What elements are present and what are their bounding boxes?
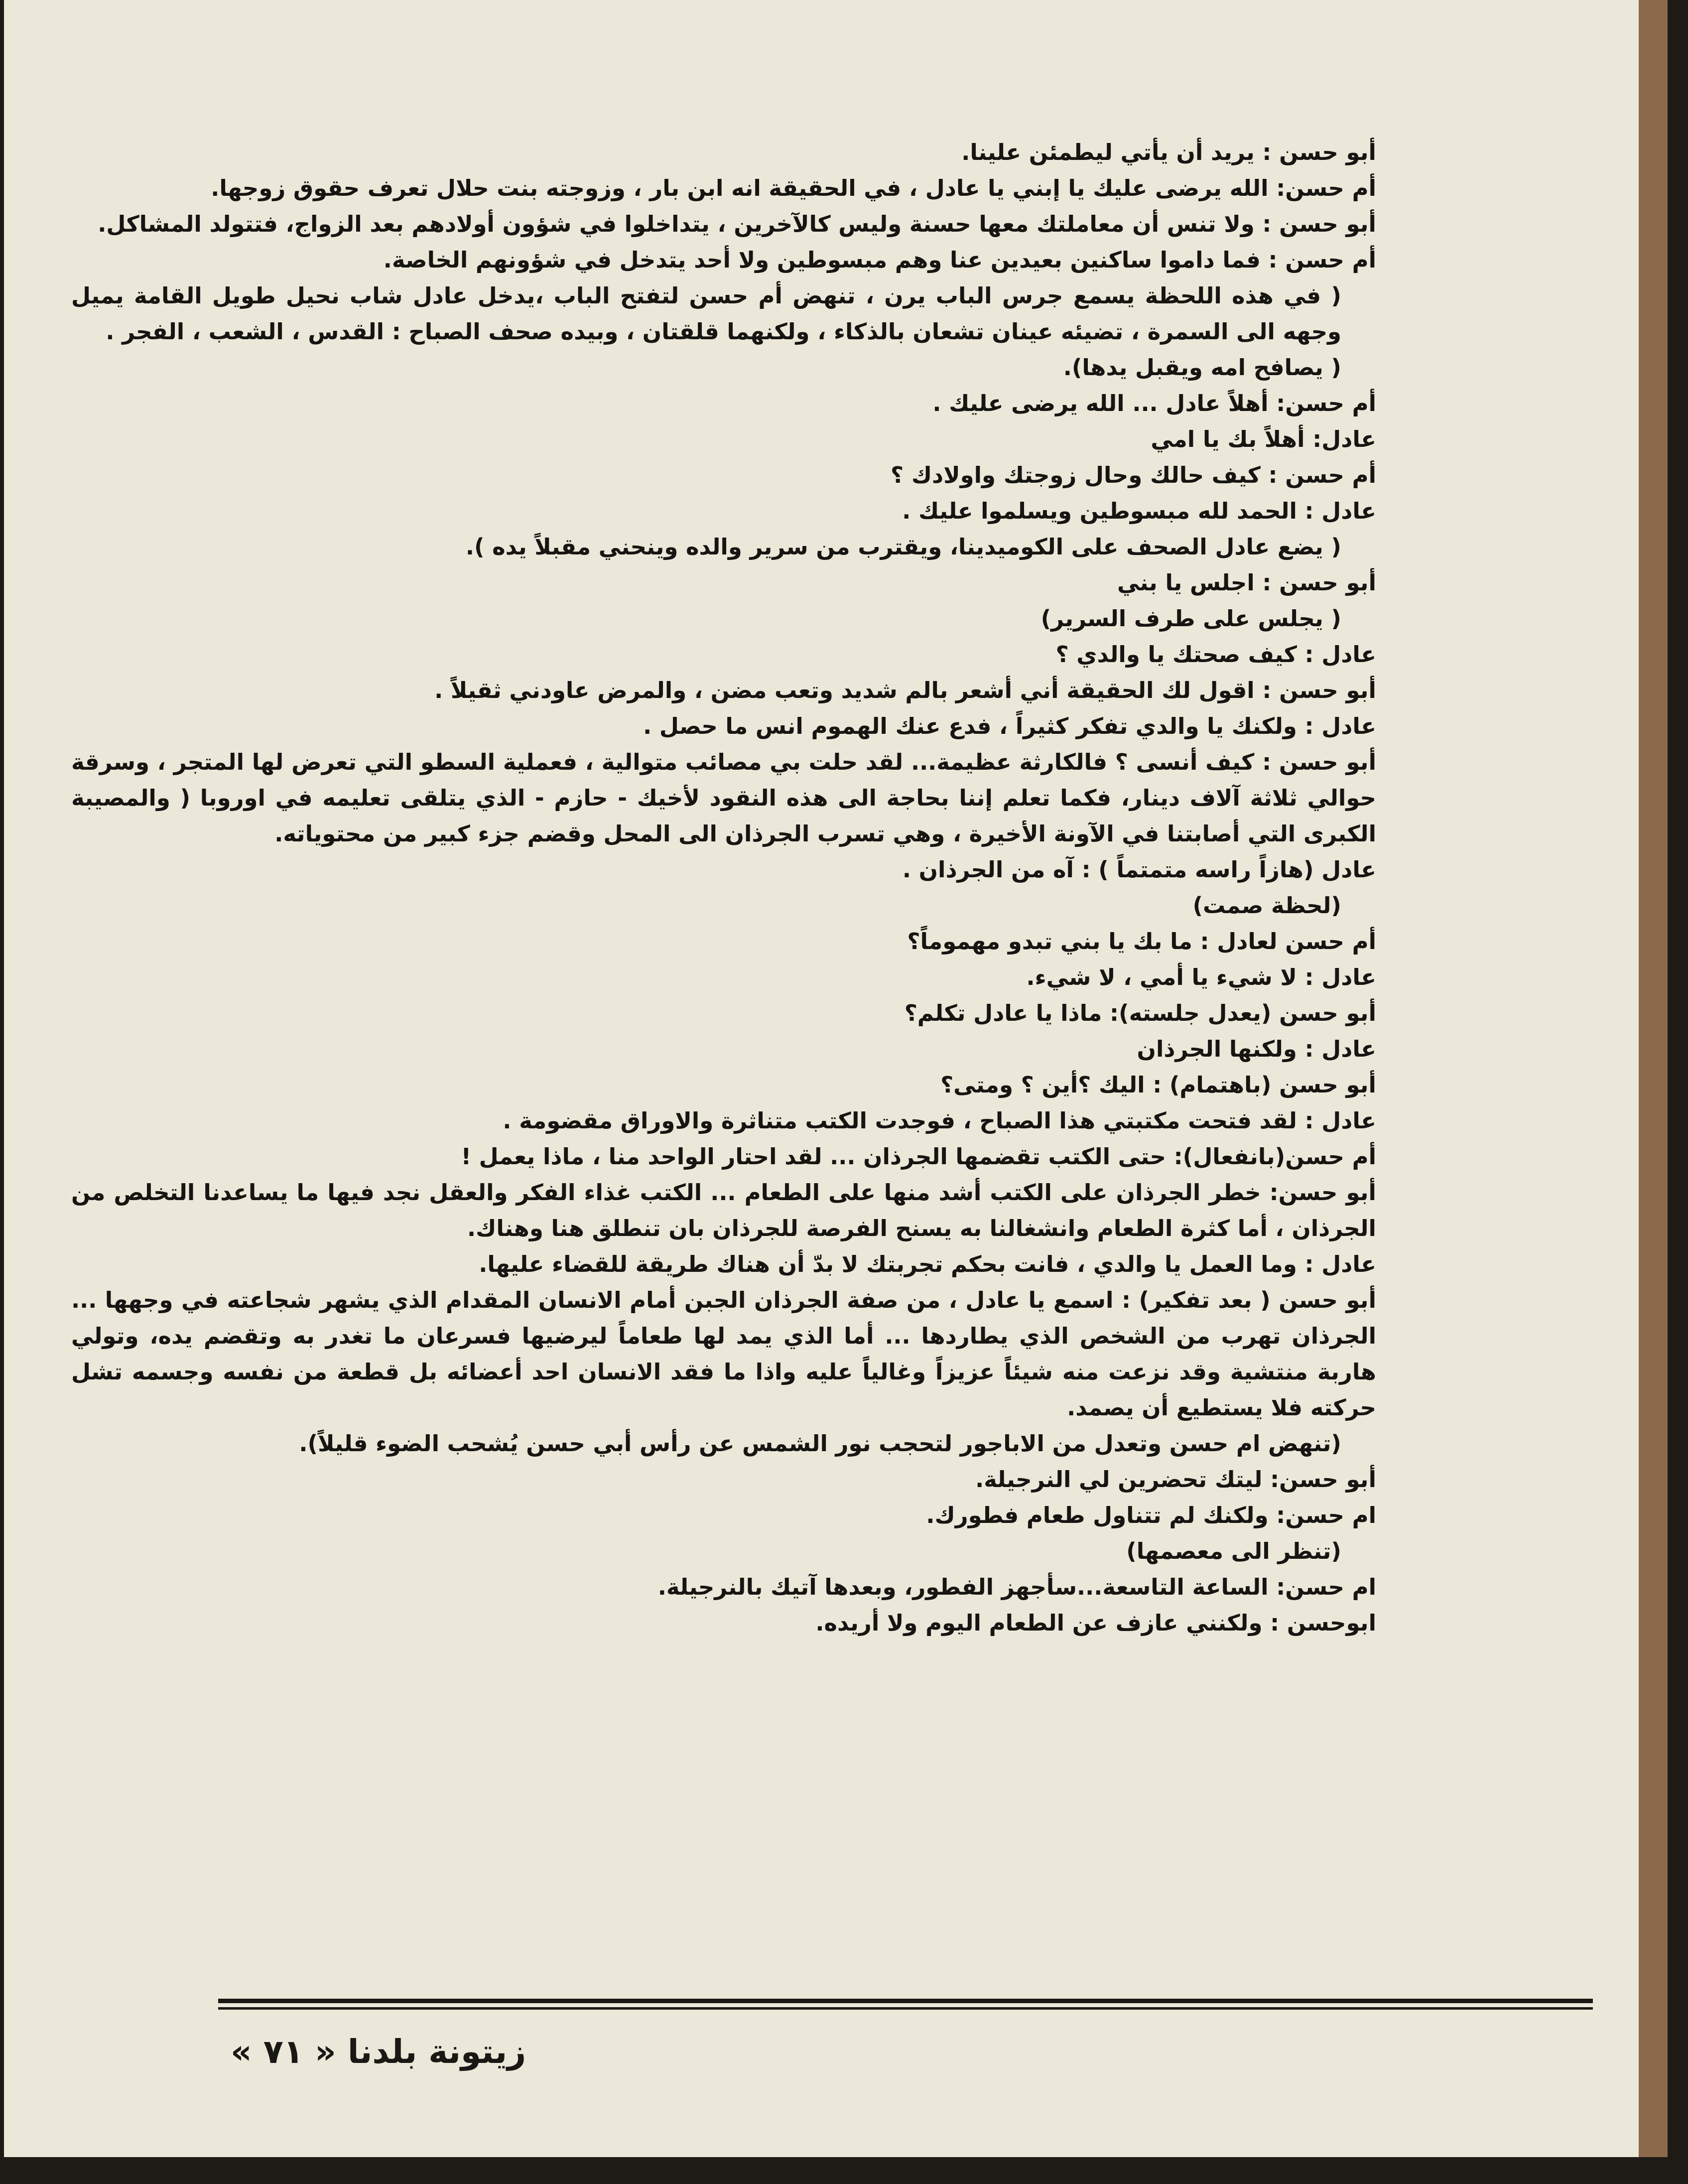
dialogue-line: عادل : وما العمل يا والدي ، فانت بحكم تجربتك لا بدّ أن هناك طريقة للقضاء عليها. [479,1251,1376,1277]
stage-direction: (تنهض ام حسن وتعدل من الاباجور لتحجب نور الشمس عن رأس أبي حسن يُشحب الضوء قليلاً). [299,1430,1341,1457]
stage-direction: ( يصافح امه ويقبل يدها). [1063,354,1341,381]
page-number: « ٧١ » [231,2033,336,2071]
stage-direction: ( يجلس على طرف السرير) [1040,605,1341,632]
dialogue-line: أبو حسن : ولا تنس أن معاملتك معها حسنة وليس كالآخرين ، يتداخلوا في شؤون أولادهم بعد الزواج، فتتولد المشاكل. [98,211,1376,237]
dialogue-line: أم حسن : فما داموا ساكنين بعيدين عنا وهم مبسوطين ولا أحد يتدخل في شؤونهم الخاصة. [383,247,1376,273]
magazine-page [4,0,1668,2157]
dialogue-line: أم حسن لعادل : ما بك يا بني تبدو مهموماً؟ [907,928,1376,955]
dialogue-line: أم حسن : كيف حالك وحال زوجتك واولادك ؟ [891,462,1376,488]
dialogue-line: أبو حسن : اجلس يا بني [1117,569,1376,596]
dialogue-line: عادل : لقد فتحت مكتبتي هذا الصباح ، فوجدت الكتب متناثرة والاوراق مقضومة . [503,1107,1376,1134]
dialogue-line: أبو حسن : يريد أن يأتي ليطمئن علينا. [961,139,1376,165]
stage-direction: (تنظر الى معصمها) [1126,1538,1341,1564]
dialogue-line: عادل : لا شيء يا أمي ، لا شيء. [1026,964,1376,990]
dialogue-line: عادل (هازاً راسه متمتماً ) : آه من الجرذان . [902,856,1376,883]
page-footer [231,2033,526,2071]
dialogue-line: عادل : الحمد لله مبسوطين ويسلموا عليك . [902,498,1376,524]
dialogue-line: أبو حسن (يعدل جلسته): ماذا يا عادل تكلم؟ [904,1000,1376,1026]
stage-direction: (لحظة صمت) [1192,892,1341,919]
dialogue-line: أبو حسن : اقول لك الحقيقة أني أشعر بالم شديد وتعب مضن ، والمرض عاودني ثقيلاً . [434,677,1376,703]
dialogue-line: أم حسن(بانفعال): حتى الكتب تقضمها الجرذان ... لقد احتار الواحد منا ، ماذا يعمل ! [461,1143,1376,1170]
dialogue-line: ابوحسن : ولكنني عازف عن الطعام اليوم ولا أريده. [815,1610,1376,1636]
dialogue-line: ام حسن: ولكنك لم تتناول طعام فطورك. [926,1502,1376,1528]
dialogue-line: أبو حسن: خطر الجرذان على الكتب أشد منها على الطعام ... الكتب غذاء الفكر والعقل نجد فيها ما يساعدنا التخلص من الجرذان ، أما كثرة الطعام وانشغالنا به يسنح الفرصة للجرذان بان تنطلق هنا وهناك. [71,1179,1376,1241]
dialogue-line: أبو حسن: ليتك تحضرين لي النرجيلة. [975,1466,1376,1493]
dialogue-line: ام حسن: الساعة التاسعة...سأجهز الفطور، وبعدها آتيك بالنرجيلة. [657,1574,1376,1600]
dialogue-line: أم حسن: الله يرضى عليك يا إبني يا عادل ، في الحقيقة انه ابن بار ، وزوجته بنت حلال تعرف حقوق زوجها. [211,175,1376,201]
dialogue-line: أبو حسن : كيف أنسى ؟ فالكارثة عظيمة... لقد حلت بي مصائب متوالية ، فعملية السطو التي تعرض لها المتجر ، وسرقة حوالي ثلاثة آلاف دينار، فكما تعلم إننا بحاجة الى هذه النقود لأخيك - حازم - الذي يتلقى تعليمه في اوروبا ( والمصيبة الكبرى التي أصابتنا في الآونة الأخيرة ، وهي تسرب الجرذان الى المحل وقضم جزء كبير من محتوياته. [71,749,1376,847]
dialogue-line: عادل : ولكنك يا والدي تفكر كثيراً ، فدع عنك الهموم انس ما حصل . [643,713,1376,739]
play-text [71,135,1376,1641]
dialogue-line: عادل : كيف صحتك يا والدي ؟ [1055,641,1376,668]
dialogue-line: أبو حسن ( بعد تفكير) : اسمع يا عادل ، من صفة الجرذان الجبن أمام الانسان المقدام الذي يشهر شجاعته في وجهها ... الجرذان تهرب من الشخص الذي يطاردها ... أما الذي يمد لها طعاماً ليرضيها فسرعان ما تغدر به وتقضم يده، وتولي هاربة منتشية وقد نزعت منه شيئاً عزيزاً وغالياً عليه واذا ما فقد الانسان احد أعضائه بل قطعة من نفسه وجسمه تشل حركته فلا يستطيع أن يصمد. [71,1287,1376,1421]
footer-rule-thin [218,2007,1593,2010]
dialogue-line: أم حسن: أهلاً عادل ... الله يرضى عليك . [932,390,1376,416]
footer-rule-thick [218,1999,1593,2003]
dialogue-line: عادل : ولكنها الجرذان [1137,1036,1376,1062]
stage-direction: ( في هذه اللحظة يسمع جرس الباب يرن ، تنهض أم حسن لتفتح الباب ،يدخل عادل شاب نحيل طويل القامة يميل وجهه الى السمرة ، تضيئه عينان تشعان بالذكاء ، ولكنهما قلقتان ، وبيده صحف الصباح : القدس ، الشعب ، الفجر . [71,282,1341,345]
dialogue-line: أبو حسن (باهتمام) : اليك ؟أين ؟ ومتى؟ [940,1072,1376,1098]
page-edge [1639,0,1668,2157]
stage-direction: ( يضع عادل الصحف على الكوميدينا، ويقترب من سرير والده وينحني مقبلاً يده ). [465,534,1341,560]
magazine-title: زيتونة بلدنا [347,2033,526,2071]
dialogue-line: عادل: أهلاً بك يا امي [1151,426,1376,452]
